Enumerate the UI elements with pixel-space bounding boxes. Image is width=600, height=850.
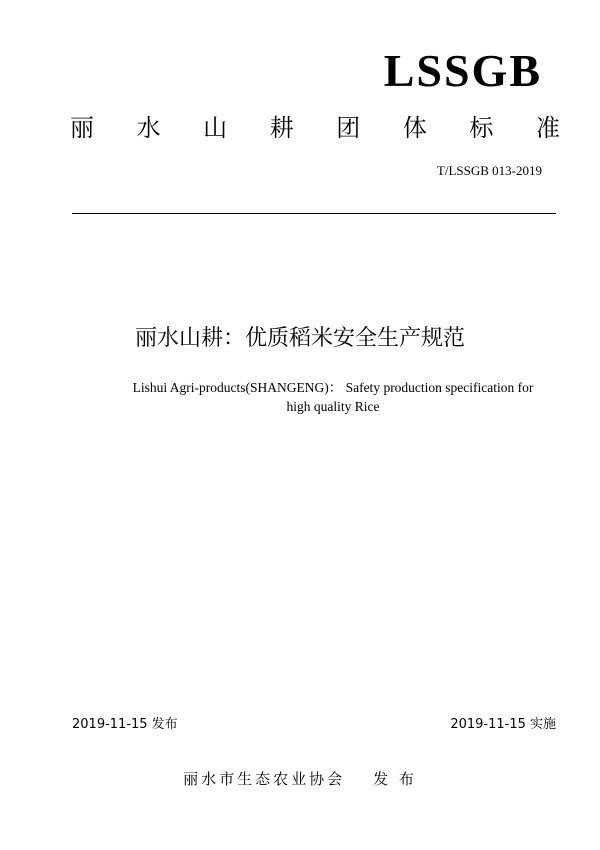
chinese-title: 丽水山耕：优质稻米安全生产规范	[134, 326, 465, 351]
publish-label: 发 布	[373, 770, 417, 788]
org-title-char: 标	[469, 114, 494, 142]
org-title-char: 山	[203, 114, 228, 142]
publisher-line	[0, 772, 600, 787]
org-title-char: 丽	[70, 114, 94, 142]
english-title-line-2: high quality Rice	[286, 399, 380, 414]
org-title-char: 水	[136, 114, 161, 142]
org-standard-title	[70, 116, 560, 140]
org-title-char: 体	[402, 114, 427, 142]
lssgb-logo: LSSGB	[383, 45, 542, 96]
english-title	[118, 378, 548, 416]
org-title-char: 准	[535, 114, 560, 142]
english-title-line-1: Lishui Agri-products(SHANGENG)： Safety production specification for	[132, 380, 534, 395]
issue-date: 2019-11-15 发布	[72, 717, 178, 732]
publisher-name: 丽水市生态农业协会	[183, 770, 346, 788]
standard-number: T/LSSGB 013-2019	[436, 163, 542, 178]
implementation-date: 2019-11-15 实施	[450, 717, 556, 732]
header-divider	[72, 213, 556, 214]
org-title-char: 耕	[269, 114, 294, 142]
org-title-char: 团	[336, 114, 361, 142]
